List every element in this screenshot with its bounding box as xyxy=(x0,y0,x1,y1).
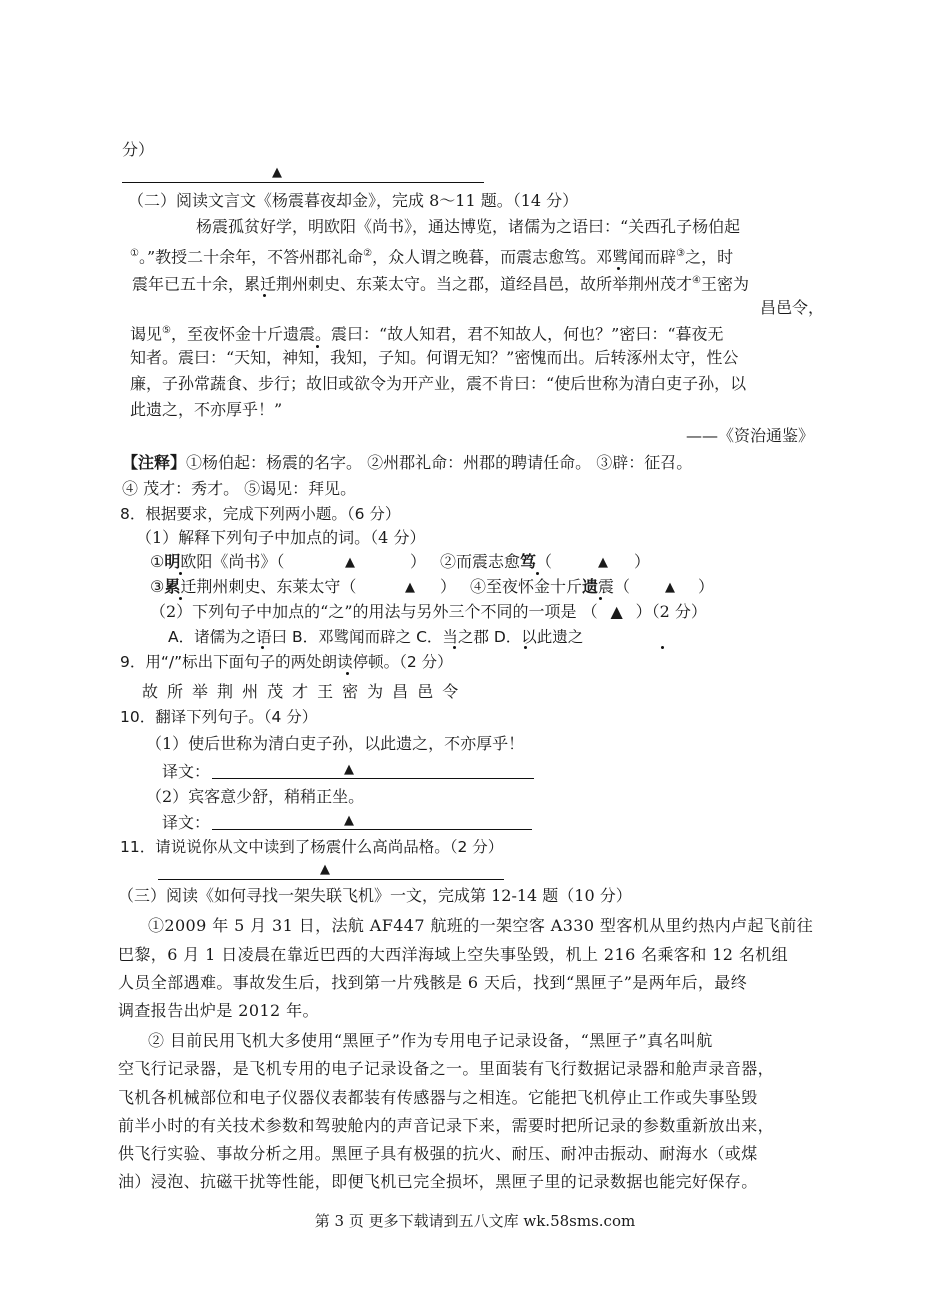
q8-options: A．诸儒为之语曰 B．邓骘闻而辟之 C．当之郡 D．以此遗之 xyxy=(168,628,584,646)
page-footer: 第 3 页 更多下载请到五八文库 wk.58sms.com xyxy=(314,1212,636,1230)
passage-line-6: 知者。震曰：“天知，神知，我知，子知。何谓无知？”密愧而出。后转涿州太守，性公 xyxy=(130,348,739,367)
q9-char[interactable]: 王 xyxy=(317,682,334,701)
passage-line-8: 此遗之，不亦厚乎！” xyxy=(130,400,283,419)
answer-marker: ▲ xyxy=(320,862,330,877)
q9-char[interactable]: 才 xyxy=(292,682,309,701)
emphasis-dot xyxy=(263,294,266,297)
passage-line-7: 廉，子孙常蔬食、步行；故旧或欲令为开产业，震不肯曰：“使后世称为清白吏子孙，以 xyxy=(130,374,747,393)
answer-marker: ▲ xyxy=(598,555,608,570)
page-fragment: 分） xyxy=(122,140,155,159)
emphasis-dot xyxy=(599,597,602,600)
emphasis-dot xyxy=(261,646,264,649)
q9-char[interactable]: 举 xyxy=(192,682,209,701)
q8-title: 8．根据要求，完成下列两小题。（6 分） xyxy=(120,505,401,523)
passage3-line-8: 前半小时的有关技术参数和驾驶舱内的声音记录下来，需要时把所记录的参数重新放出来， xyxy=(118,1116,775,1135)
passage-line-4: 昌邑令， xyxy=(760,298,825,317)
answer-marker: ▲ xyxy=(344,813,354,828)
q11-answer-line[interactable] xyxy=(158,879,504,880)
q8-sub1: （1）解释下列句子中加点的词。（4 分） xyxy=(136,528,426,547)
passage3-line-9: 供飞行实验、事故分析之用。黑匣子具有极强的抗火、耐压、耐冲击振动、耐海水（或煤 xyxy=(118,1144,758,1163)
passage3-line-10: 油）浸泡、抗磁干扰等性能，即便飞机已完全损坏，黑匣子里的记录数据也能完好保存。 xyxy=(118,1172,758,1191)
answer-marker: ▲ xyxy=(344,762,354,777)
translation-answer-line-2[interactable] xyxy=(212,829,532,830)
q8-sub2: （2）下列句子中加点的“之”的用法与另外三个不同的一项是 （ ▲ ）（2 分） xyxy=(150,602,707,621)
passage-line-5: 谒见⑤，至夜怀金十斤遗震。震曰：“故人知君，君不知故人，何也？”密曰：“暮夜无 xyxy=(130,324,724,344)
q9-title: 9．用“/”标出下面句子的两处朗读停顿。（2 分） xyxy=(120,653,453,671)
q11-title: 11．请说说你从文中读到了杨震什么高尚品格。（2 分） xyxy=(120,838,504,856)
passage-line-2: ①。”教授二十余年，不答州郡礼命②，众人谓之晚暮，而震志愈笃。邓骘闻而辟③之，时 xyxy=(130,247,734,267)
emphasis-dot xyxy=(453,646,456,649)
answer-marker: ▲ xyxy=(345,555,355,570)
emphasis-dot xyxy=(536,572,539,575)
translation-label-2: 译文： xyxy=(162,813,211,832)
q9-char[interactable]: 密 xyxy=(342,682,359,701)
close-paren: ） xyxy=(440,577,457,596)
passage3-line-4: 调查报告出炉是 2012 年。 xyxy=(118,1001,319,1020)
q9-char[interactable]: 所 xyxy=(167,682,184,701)
notes-line-1: 【注释】①杨伯起：杨震的名字。 ②州郡礼命：州郡的聘请任命。 ③辟：征召。 xyxy=(122,453,693,472)
emphasis-dot xyxy=(524,646,527,649)
q9-char[interactable]: 昌 xyxy=(392,682,409,701)
answer-marker: ▲ xyxy=(272,165,282,180)
close-paren: ） xyxy=(698,577,715,596)
q9-char[interactable]: 故 xyxy=(142,682,159,701)
emphasis-dot xyxy=(179,572,182,575)
passage3-line-5: ② 目前民用飞机大多使用“黑匣子”作为专用电子记录设备，“黑匣子”真名叫航 xyxy=(148,1031,713,1050)
q8-item-4: ④至夜怀金十斤遗震（ xyxy=(470,577,631,596)
passage3-line-1: ①2009 年 5 月 31 日，法航 AF447 航班的一架空客 A330 型客机从里约热内卢起飞前往 xyxy=(148,916,814,935)
close-paren: ） xyxy=(634,552,651,571)
close-paren: ） xyxy=(410,552,427,571)
q9-char[interactable]: 荆 xyxy=(217,682,234,701)
section-2-heading: （二）阅读文言文《杨震暮夜却金》，完成 8～11 题。（14 分） xyxy=(128,191,579,210)
emphasis-dot xyxy=(179,597,182,600)
translation-answer-line-1[interactable] xyxy=(212,778,534,779)
q8-item-1: ①明欧阳《尚书》（ xyxy=(150,552,285,571)
passage-source: ——《资治通鉴》 xyxy=(686,426,815,445)
q8-item-3: ③累迁荆州刺史、东莱太守（ xyxy=(150,577,357,596)
q9-char[interactable]: 为 xyxy=(367,682,384,701)
answer-marker: ▲ xyxy=(665,580,675,595)
passage3-line-2: 巴黎，6 月 1 日凌晨在靠近巴西的大西洋海域上空失事坠毁，机上 216 名乘客和 12 名机组 xyxy=(118,945,789,964)
answer-line[interactable] xyxy=(122,182,484,183)
passage-line-1: 杨震孤贫好学，明欧阳《尚书》，通达博览，诸儒为之语曰：“关西孔子杨伯起 xyxy=(196,217,741,236)
q10-sentence-1: （1）使后世称为清白吏子孙，以此遗之，不亦厚乎！ xyxy=(146,734,525,753)
q10-title: 10．翻译下列句子。（4 分） xyxy=(120,708,318,726)
q10-sentence-2: （2）宾客意少舒，稍稍正坐。 xyxy=(146,787,365,806)
q9-char[interactable]: 州 xyxy=(242,682,259,701)
q9-char[interactable]: 邑 xyxy=(417,682,434,701)
passage3-line-3: 人员全部遇难。事故发生后，找到第一片残骸是 6 天后，找到“黑匣子”是两年后，最终 xyxy=(118,973,748,992)
q9-sentence[interactable] xyxy=(142,681,467,703)
q9-char[interactable]: 茂 xyxy=(267,682,284,701)
emphasis-dot xyxy=(346,672,349,675)
emphasis-dot xyxy=(661,646,664,649)
q8-item-2: ②而震志愈笃（ xyxy=(440,552,553,571)
passage3-line-6: 空飞行记录器，是飞机专用的电子记录设备之一。里面装有飞行数据记录器和舱声录音器， xyxy=(118,1059,775,1078)
section-3-heading: （三）阅读《如何寻找一架失联飞机》一文，完成第 12-14 题（10 分） xyxy=(118,886,632,905)
q9-char[interactable]: 令 xyxy=(442,682,459,701)
notes-line-2: ④ 茂才：秀才。 ⑤谒见：拜见。 xyxy=(122,479,357,498)
translation-label-1: 译文： xyxy=(162,762,211,781)
answer-marker: ▲ xyxy=(405,580,415,595)
passage3-line-7: 飞机各机械部位和电子仪器仪表都装有传感器与之相连。它能把飞机停止工作或失事坠毁 xyxy=(118,1088,758,1107)
passage-line-3: 震年已五十余，累迁荆州刺史、东莱太守。当之郡，道经昌邑，故所举荆州茂才④王密为 xyxy=(132,274,749,294)
